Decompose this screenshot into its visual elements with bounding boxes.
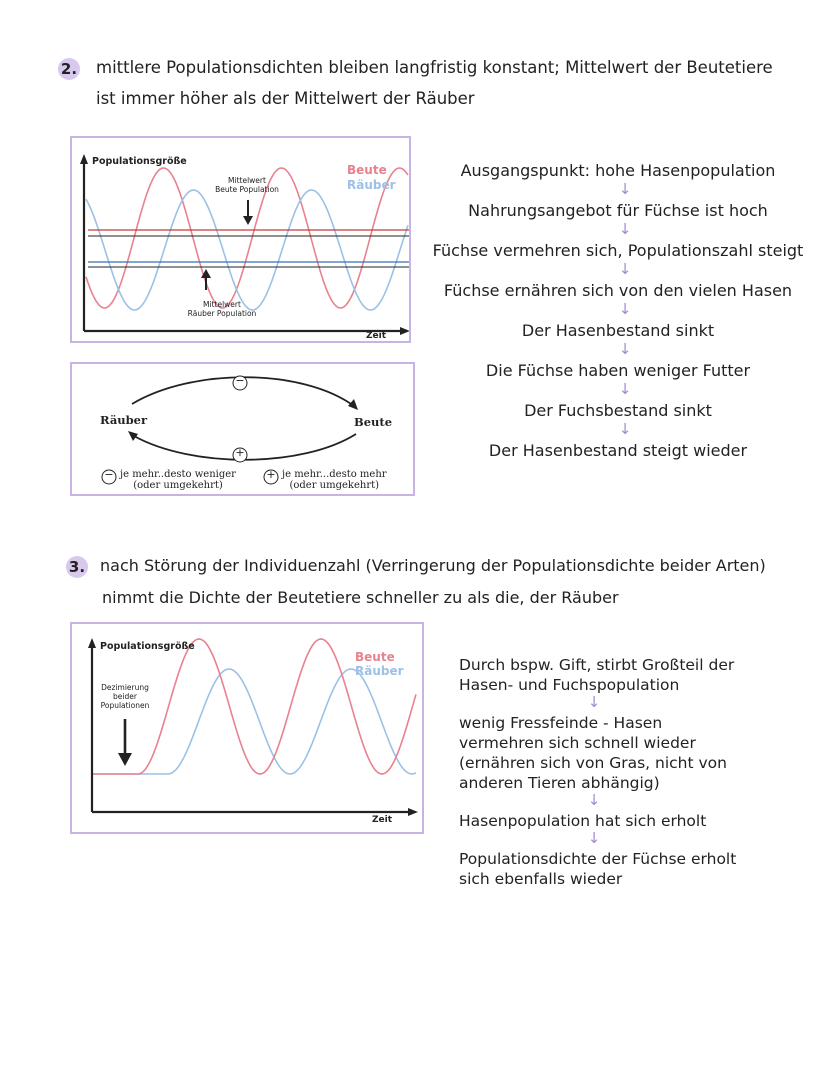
chart-1-annot-top: Mittelwert Beute Population — [215, 176, 279, 194]
flow-step-7: Der Fuchsbestand sinkt — [524, 401, 712, 420]
chart-1-ylabel: Populationsgröße — [92, 156, 187, 167]
flow3-block-2-line-2: vermehren sich schnell wieder — [459, 734, 696, 752]
flow-step-6: Die Füchse haben weniger Futter — [485, 361, 751, 380]
chart-2-legend-beute: Beute — [355, 650, 395, 664]
flow3-block-2-line-4: anderen Tieren abhängig) — [459, 774, 660, 792]
flow3-block-2-line-3: (ernähren sich von Gras, nicht von — [459, 754, 727, 772]
flow-step-5: Der Hasenbestand sinkt — [521, 321, 715, 340]
flow-arrow-icon: ↓ — [618, 300, 632, 318]
chart-2-legend-raeuber: Räuber — [355, 664, 404, 678]
minus-sign-top: − — [235, 374, 245, 387]
predator-prey-chart — [70, 136, 411, 343]
flow-arrow-icon: ↓ — [618, 420, 632, 438]
chart-2-ylabel: Populationsgröße — [100, 641, 195, 652]
flow-step-3: Füchse vermehren sich, Populationszahl steigt — [432, 241, 804, 260]
chart-1-legend-raeuber: Räuber — [347, 178, 396, 192]
chart-2-xlabel: Zeit — [372, 815, 393, 825]
flow3-block-3-line-1: Hasenpopulation hat sich erholt — [459, 812, 707, 830]
flow-step-2: Nahrungsangebot für Füchse ist hoch — [468, 201, 768, 220]
y-axis-arrow-2 — [88, 638, 96, 648]
section-2-number: 2. — [58, 58, 80, 80]
section-3-line-2: nimmt die Dichte der Beutetiere schneller zu als die, der Räuber — [102, 588, 619, 607]
plus-sign-legend: + — [266, 468, 276, 481]
flow-arrow-icon: ↓ — [618, 180, 632, 198]
flow-arrow-icon: ↓ — [618, 340, 632, 358]
chart-1-annot-bottom: Mittelwert Räuber Population — [187, 300, 257, 318]
section-2-line-1: mittlere Populationsdichten bleiben langfristig konstant; Mittelwert der Beutetiere — [96, 58, 773, 77]
flow3-block-4-line-1: Populationsdichte der Füchse erholt — [459, 850, 737, 868]
section-2-flow — [412, 160, 824, 462]
cycle-label-raeuber: Räuber — [100, 413, 148, 427]
flow3-block-1-line-2: Hasen- und Fuchspopulation — [459, 676, 680, 694]
section-3-number: 3. — [66, 556, 88, 578]
chart-1-xlabel: Zeit — [366, 331, 387, 341]
flow-arrow-icon: ↓ — [587, 693, 601, 711]
legend-plus-text: je mehr...desto mehr (oder umgekehrt) — [282, 469, 387, 491]
x-axis-arrow — [400, 327, 409, 335]
cycle-label-beute: Beute — [354, 415, 393, 429]
flow-arrow-icon: ↓ — [587, 829, 601, 847]
predator-prey-cycle-diagram — [70, 362, 415, 496]
flow-step-8: Der Hasenbestand steigt wieder — [488, 441, 748, 460]
y-axis-arrow — [80, 154, 88, 164]
plus-sign-bottom: + — [235, 446, 245, 459]
x-axis-arrow-2 — [408, 808, 418, 816]
disturbance-chart — [70, 622, 424, 834]
flow-arrow-icon: ↓ — [587, 791, 601, 809]
chart-2-annot: Dezimierung beider Populationen — [100, 683, 150, 710]
section-2-line-2: ist immer höher als der Mittelwert der Räuber — [96, 89, 475, 108]
section-3-flow — [459, 655, 819, 889]
flow-step-1: Ausgangspunkt: hohe Hasenpopulation — [460, 161, 776, 180]
flow-arrow-icon: ↓ — [618, 220, 632, 238]
section-3-line-1: nach Störung der Individuenzahl (Verringerung der Populationsdichte beider Arten) — [100, 556, 766, 575]
chart-1-legend-beute: Beute — [347, 163, 387, 177]
flow-arrow-icon: ↓ — [618, 260, 632, 278]
flow3-block-4-line-2: sich ebenfalls wieder — [459, 870, 623, 888]
flow3-block-1-line-1: Durch bspw. Gift, stirbt Großteil der — [459, 656, 735, 674]
flow-arrow-icon: ↓ — [618, 380, 632, 398]
flow3-block-2-line-1: wenig Fressfeinde - Hasen — [459, 714, 663, 732]
flow-step-4: Füchse ernähren sich von den vielen Hasen — [443, 281, 793, 300]
minus-sign-legend: − — [104, 468, 114, 481]
legend-minus-text: je mehr..desto weniger (oder umgekehrt) — [120, 469, 236, 491]
